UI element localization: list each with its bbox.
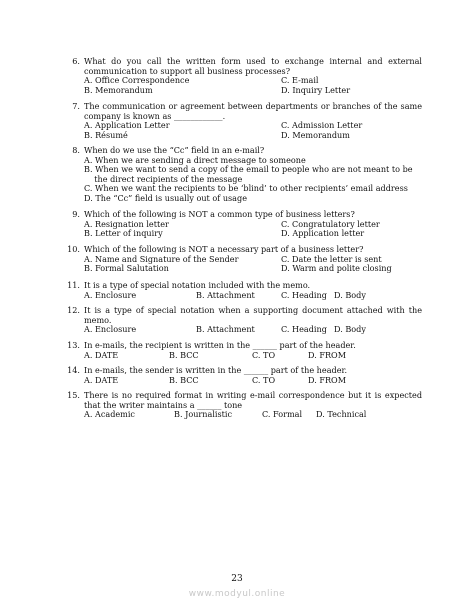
option-a: A. Enclosure <box>84 289 137 300</box>
option-a: A. Resignation letter <box>84 218 169 229</box>
option-a: A. Name and Signature of the Sender <box>84 253 239 264</box>
options <box>84 255 422 274</box>
option-c: C. TO <box>252 374 276 385</box>
question-stem: It is a type of special notation included with the memo. <box>84 280 311 290</box>
option-a: A. DATE <box>84 374 119 385</box>
options <box>84 76 422 95</box>
options <box>84 410 422 420</box>
option-d: D. FROM <box>308 374 346 385</box>
question-9 <box>62 210 422 239</box>
question-number: 10. <box>67 244 80 254</box>
option-b: B. Résumé <box>84 129 128 140</box>
options <box>84 220 422 239</box>
option-d: D. The “Cc” field is usually out of usage <box>84 192 247 203</box>
option-c: C. Formal <box>262 409 303 420</box>
option-d: D. Body <box>334 324 366 335</box>
option-b: B. Letter of inquiry <box>84 228 163 239</box>
options <box>84 376 422 386</box>
option-c: C. Heading <box>281 324 327 335</box>
question-number: 13. <box>67 340 80 350</box>
question-number: 11. <box>67 280 80 290</box>
question-stem: Which of the following is NOT a necessary part of a business letter? <box>84 244 364 254</box>
question-10 <box>62 245 422 274</box>
question-stem: The communication or agreement between departments or branches of the same company is known as ____________. <box>84 101 422 121</box>
option-c: C. E-mail <box>281 75 319 86</box>
question-stem: In e-mails, the recipient is written in the ______ part of the header. <box>84 340 356 350</box>
option-b: B. Attachment <box>196 324 255 335</box>
option-a: A. Academic <box>84 409 135 420</box>
option-b: B. BCC <box>169 349 199 360</box>
watermark: www.modyul.online <box>188 589 286 599</box>
option-a: A. Application Letter <box>84 120 170 131</box>
option-b: B. When we want to send a copy of the email to people who are not meant to be <box>84 164 413 175</box>
option-d: D. Inquiry Letter <box>281 84 351 95</box>
question-12 <box>62 306 422 335</box>
option-a: A. DATE <box>84 349 119 360</box>
options <box>84 121 422 140</box>
option-a: A. When we are sending a direct message to someone <box>84 154 306 165</box>
question-number: 14. <box>67 365 80 375</box>
option-d: D. Application letter <box>281 228 365 239</box>
option-c: C. When we want the recipients to be ‘blind’ to other recipients’ email address <box>84 183 408 194</box>
options <box>84 325 422 335</box>
question-number: 7. <box>72 101 80 111</box>
option-b: B. Journalistic <box>174 409 233 420</box>
question-stem: Which of the following is NOT a common type of business letters? <box>84 209 355 219</box>
question-15 <box>62 391 422 420</box>
option-c: C. Date the letter is sent <box>281 253 382 264</box>
option-b: B. Attachment <box>196 289 255 300</box>
question-13 <box>62 341 422 360</box>
question-number: 8. <box>72 145 80 155</box>
option-d: D. Technical <box>316 409 367 420</box>
option-b: B. Formal Salutation <box>84 263 169 274</box>
option-a: A. Enclosure <box>84 324 137 335</box>
question-stem: What do you call the written form used to exchange internal and external communication to support all business processes? <box>84 56 422 76</box>
option-b: B. BCC <box>169 374 199 385</box>
question-number: 9. <box>72 209 80 219</box>
option-b-continued: the direct recipients of the message <box>84 173 243 184</box>
option-d: D. FROM <box>308 349 346 360</box>
question-14 <box>62 366 422 385</box>
page-number: 23 <box>231 574 243 584</box>
question-stem: There is no required format in writing e-mail correspondence but it is expected that the writer maintains a ______ tone <box>84 390 422 410</box>
question-8 <box>62 146 422 204</box>
question-6 <box>62 57 422 95</box>
question-number: 15. <box>67 390 80 400</box>
option-c: C. Heading <box>281 289 327 300</box>
question-number: 12. <box>67 305 80 315</box>
question-stem: In e-mails, the sender is written in the ______ part of the header. <box>84 365 348 375</box>
question-number: 6. <box>72 56 80 66</box>
option-a: A. Office Correspondence <box>84 75 190 86</box>
option-d: D. Memorandum <box>281 129 350 140</box>
question-stem: It is a type of special notation when a supporting document attached with the memo. <box>84 305 422 325</box>
option-b: B. Memorandum <box>84 84 153 95</box>
option-c: C. TO <box>252 349 276 360</box>
option-d: D. Body <box>334 289 366 300</box>
question-7 <box>62 102 422 140</box>
options <box>84 291 422 301</box>
option-d: D. Warm and polite closing <box>281 263 392 274</box>
question-stem: When do we use the “Cc” field in an e-mail? <box>84 145 265 155</box>
option-c: C. Congratulatory letter <box>281 218 380 229</box>
question-11 <box>62 281 422 300</box>
options <box>84 351 422 361</box>
option-c: C. Admission Letter <box>281 120 363 131</box>
